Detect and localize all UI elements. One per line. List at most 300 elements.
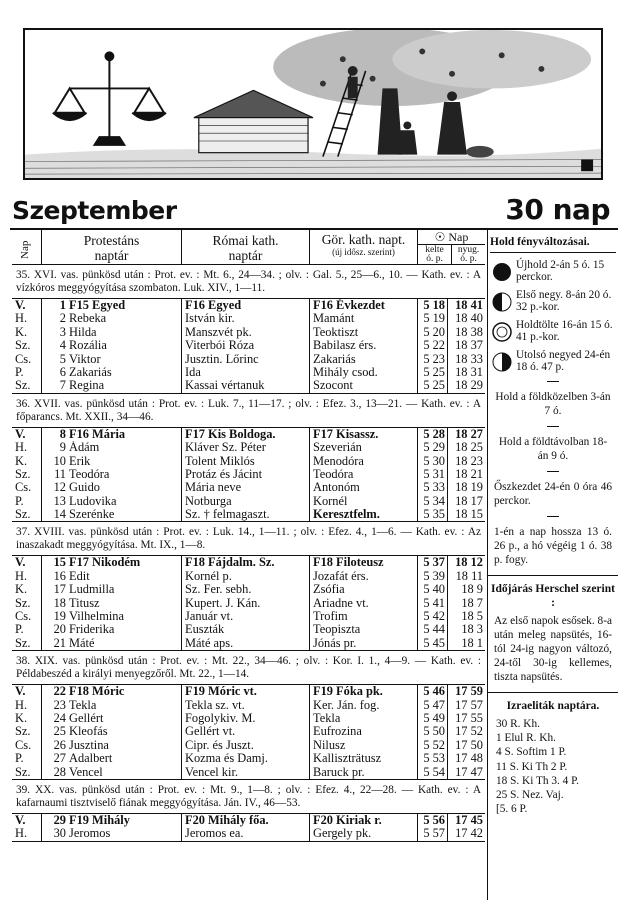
sunrise-cell: 5 23	[418, 353, 448, 366]
roman-cell: Viterbói Róza	[182, 339, 310, 352]
weekday-cell: V.	[12, 556, 42, 569]
table-row	[12, 556, 485, 569]
table-row	[12, 495, 485, 508]
day-number: 18	[53, 596, 66, 610]
greek-cell: Teoktiszt	[310, 326, 418, 339]
protestant-name: Hilda	[69, 325, 97, 339]
weekday-cell: K.	[12, 583, 42, 596]
header-nyug: nyug.	[457, 245, 480, 255]
day-number: 3	[59, 325, 66, 339]
sunrise-cell: 5 44	[418, 623, 448, 636]
moon-phase-text: Utolsó negyed 24-én 18 ó. 47 p.	[516, 349, 611, 373]
week-block	[12, 299, 485, 394]
sunrise-cell: 5 34	[418, 495, 448, 508]
weekday-cell: H.	[12, 312, 42, 325]
apogee-text: Hold a földtávolban 18-án 9 ó.	[498, 436, 608, 462]
roman-cell: István kir.	[182, 312, 310, 325]
day-number: 2	[59, 312, 66, 326]
header-gor-line2: (új idősz. szerint)	[332, 247, 395, 257]
week-block	[12, 685, 485, 780]
protestant-name: Vencel	[69, 765, 103, 779]
protestant-cell	[42, 739, 182, 752]
sunrise-cell: 5 47	[418, 699, 448, 712]
day-number: 15	[53, 556, 66, 570]
sunrise-cell: 5 22	[418, 339, 448, 352]
protestant-name: Rebeka	[69, 312, 107, 326]
sunset-cell: 17 47	[455, 765, 483, 779]
table-row	[12, 570, 485, 583]
sunset-cell: 17 59	[455, 685, 483, 699]
sunrise-cell: 5 29	[418, 441, 448, 454]
protestant-cell	[42, 366, 182, 379]
sunset-cell: 18 15	[455, 508, 483, 522]
day-number: 16	[53, 569, 66, 583]
weekday-cell: Sz.	[12, 597, 42, 610]
greek-cell: Antonóm	[310, 481, 418, 494]
protestant-name: Zakariás	[69, 365, 112, 379]
table-row	[12, 455, 485, 468]
separator	[547, 471, 559, 472]
weekday-cell: K.	[12, 455, 42, 468]
greek-cell: Ariadne vt.	[310, 597, 418, 610]
roman-cell: Mária neve	[182, 481, 310, 494]
greek-cell: Babilasz érs.	[310, 339, 418, 352]
roman-cell: Gellért vt.	[182, 725, 310, 738]
protestant-cell	[42, 326, 182, 339]
greek-cell: Trofim	[310, 610, 418, 623]
protestant-name: Szerénke	[69, 508, 115, 522]
moon-phase-text: Első negy. 8-án 20 ó. 32 p.-kor.	[516, 289, 612, 313]
sunset-cell: 18 7	[461, 596, 483, 610]
roman-cell: F19 Móric vt.	[182, 685, 310, 698]
protestant-name: Tekla	[69, 698, 97, 712]
greek-cell: Menodóra	[310, 455, 418, 468]
greek-cell: Tekla	[310, 712, 418, 725]
moon-phase-item	[488, 259, 618, 283]
jewish-calendar-entry: 18 S. Ki Th 3. 4 P.	[496, 774, 579, 787]
full-moon-icon	[492, 322, 512, 342]
weekday-cell: Cs.	[12, 610, 42, 623]
week-note: 35. XVI. vas. pünkösd után : Prot. ev. : Mt. 6., 24—34. ; olv. : Gal. 5., 25—6., 10. — Kath. ev. : A vízkóros meggyógyítása szombaton. Luk. XIV., 1—11.	[12, 265, 485, 299]
day-number: 21	[53, 636, 66, 650]
sunset-cell: 18 3	[461, 623, 483, 637]
roman-cell: Kupert. J. Kán.	[182, 597, 310, 610]
week-note: 37. XVIII. vas. pünkösd után : Prot. ev. : Luk. 14., 1—11. ; olv. : Efez. 4., 1—6. — Kath. ev. : Az inaszakadt meggyógyítása. Mt. IX., 1—8.	[12, 522, 485, 556]
protestant-name: Viktor	[69, 352, 101, 366]
greek-cell: Zakariás	[310, 353, 418, 366]
sunrise-cell: 5 37	[418, 556, 448, 569]
protestant-cell	[42, 556, 182, 569]
protestant-cell	[42, 299, 182, 312]
moon-phases	[488, 259, 618, 373]
day-number: 17	[53, 583, 66, 597]
protestant-name: Rozália	[69, 339, 107, 353]
weekday-cell: H.	[12, 827, 42, 840]
sunset-cell: 17 55	[455, 711, 483, 725]
weekday-cell: P.	[12, 752, 42, 765]
sunset-cell: 18 9	[461, 583, 483, 597]
roman-cell: Tekla sz. vt.	[182, 699, 310, 712]
header-rom-line1: Római kath.	[212, 233, 279, 248]
sunrise-cell: 5 52	[418, 739, 448, 752]
header-prot-line1: Protestáns	[83, 233, 140, 248]
side-column	[487, 230, 618, 900]
greek-cell: Jozafát érs.	[310, 570, 418, 583]
table-row	[12, 637, 485, 650]
day-number: 22	[53, 685, 66, 699]
weekday-cell: H.	[12, 570, 42, 583]
table-row	[12, 623, 485, 636]
protestant-name: Ludmilla	[69, 583, 115, 597]
day-number: 27	[53, 752, 66, 766]
weekday-cell: V.	[12, 685, 42, 698]
moon-title: Hold fényváltozásai.	[490, 230, 616, 253]
table-row	[12, 508, 485, 521]
jewish-calendar-entry: 30 R. Kh.	[496, 718, 540, 730]
sunrise-cell: 5 45	[418, 637, 448, 650]
weekday-cell: Cs.	[12, 739, 42, 752]
sunset-cell: 18 11	[455, 569, 483, 583]
greek-cell: Teodóra	[310, 468, 418, 481]
jewish-calendar-entry: 4 S. Softim 1 P.	[496, 746, 567, 759]
table-row	[12, 353, 485, 366]
table-row	[12, 827, 485, 840]
roman-cell: Január vt.	[182, 610, 310, 623]
header-nap-label: Nap	[19, 240, 31, 259]
greek-cell: Mamánt	[310, 312, 418, 325]
protestant-name: Ludovika	[69, 494, 117, 508]
greek-cell: F18 Filoteusz	[310, 556, 418, 569]
table-row	[12, 685, 485, 698]
week-block	[12, 814, 485, 842]
protestant-name: Teodóra	[69, 467, 110, 481]
day-number: 29	[53, 813, 66, 827]
weekday-cell: P.	[12, 366, 42, 379]
protestant-cell	[42, 623, 182, 636]
protestant-cell	[42, 468, 182, 481]
weekday-cell: K.	[12, 326, 42, 339]
roman-cell: Notburga	[182, 495, 310, 508]
weekday-cell: Sz.	[12, 379, 42, 392]
roman-cell: F16 Egyed	[182, 299, 310, 312]
protestant-name: F15 Egyed	[69, 299, 126, 312]
weekday-cell: P.	[12, 623, 42, 636]
sunset-cell: 18 23	[455, 454, 483, 468]
table-row	[12, 725, 485, 738]
weekday-cell: Sz.	[12, 725, 42, 738]
table-row	[12, 752, 485, 765]
greek-cell: F16 Évkezdet	[310, 299, 418, 312]
day-number: 1	[59, 299, 66, 312]
sunset-cell: 17 57	[455, 698, 483, 712]
sunrise-cell: 5 49	[418, 712, 448, 725]
table-row	[12, 597, 485, 610]
greek-cell: Eufrozina	[310, 725, 418, 738]
greek-cell: Gergely pk.	[310, 827, 418, 840]
protestant-cell	[42, 353, 182, 366]
header-illustration	[23, 28, 603, 180]
weekday-cell: H.	[12, 699, 42, 712]
sunrise-cell: 5 33	[418, 481, 448, 494]
sunrise-cell: 5 31	[418, 468, 448, 481]
greek-cell: Zsófia	[310, 583, 418, 596]
day-number: 20	[53, 623, 66, 637]
greek-cell: F19 Fóka pk.	[310, 685, 418, 698]
table-row	[12, 379, 485, 392]
greek-cell: F20 Kiriak r.	[310, 814, 418, 827]
table-row	[12, 583, 485, 596]
protestant-name: F16 Mária	[69, 427, 126, 441]
protestant-cell	[42, 508, 182, 521]
day-number: 8	[59, 427, 66, 441]
separator	[547, 426, 559, 427]
table-row	[12, 326, 485, 339]
sunset-cell: 18 21	[455, 467, 483, 481]
roman-cell: Protáz és Jácint	[182, 468, 310, 481]
day-number: 11	[54, 467, 66, 481]
day-number: 30	[53, 827, 66, 841]
sunrise-cell: 5 20	[418, 326, 448, 339]
protestant-cell	[42, 312, 182, 325]
sunset-cell: 18 40	[455, 312, 483, 326]
sunset-cell: 18 41	[455, 299, 483, 312]
separator	[547, 381, 559, 382]
sunset-cell: 18 5	[461, 610, 483, 624]
last-quarter-icon	[492, 352, 512, 372]
protestant-name: Edit	[69, 569, 90, 583]
day-number: 23	[53, 698, 66, 712]
greek-cell: Baruck pr.	[310, 766, 418, 779]
day-number: 6	[59, 365, 66, 379]
sunset-cell: 18 19	[455, 481, 483, 495]
sunrise-cell: 5 25	[418, 366, 448, 379]
table-row	[12, 712, 485, 725]
header-prot-line2: naptár	[94, 248, 129, 263]
day-number: 5	[59, 352, 66, 366]
header-gor-line1: Gör. kath. napt.	[321, 232, 406, 247]
weekday-cell: Cs.	[12, 353, 42, 366]
roman-cell: Kozma és Damj.	[182, 752, 310, 765]
week-note: 38. XIX. vas. pünkösd után : Prot. ev. : Mt. 22., 34—46. ; olv. : Kor. I. 1., 4—9. — Kath. ev. : Példabeszéd a királyi menyegzőről. Mt. 22., 1—14.	[12, 651, 485, 685]
weather-text: Az első napok esősek. 8-a után meleg napsütés, 16-tól 24-ig nagyon változó, 24-től 30-ig kellemes, tiszta napsütés.	[494, 615, 612, 683]
sunrise-cell: 5 56	[418, 814, 448, 827]
moon-phase-text: Újhold 2-án 5 ó. 15 perckor.	[516, 259, 605, 283]
sunset-cell: 17 52	[455, 725, 483, 739]
greek-cell: Szocont	[310, 379, 418, 392]
protestant-name: Gellért	[69, 711, 104, 725]
week-note: 39. XX. vas. pünkösd után : Prot. ev. : Mt. 9., 1—8. ; olv. : Efez. 4., 22—28. — Kath. ev. : A kafarnaumi tisztviselő fiának meggyógyítása. Ján. IV., 46—53.	[12, 780, 485, 814]
sunset-cell: 18 29	[455, 379, 483, 393]
protestant-cell	[42, 495, 182, 508]
week-note: 36. XVII. vas. pünkösd után : Prot. ev. : Luk. 7., 11—17. ; olv. : Efez. 3., 13—21. — Kath. ev. : A főparancs. Mt. XXII., 34—46.	[12, 394, 485, 428]
protestant-name: Friderika	[69, 623, 115, 637]
sunrise-cell: 5 39	[418, 570, 448, 583]
day-number: 25	[53, 725, 66, 739]
header-kelte-unit: ó. p.	[426, 254, 443, 264]
table-row	[12, 610, 485, 623]
moon-phase-item	[488, 289, 618, 313]
sunset-cell: 18 1	[461, 636, 483, 650]
protestant-cell	[42, 570, 182, 583]
protestant-cell	[42, 712, 182, 725]
protestant-name: F19 Mihály	[69, 813, 130, 827]
roman-cell: Fogolykiv. M.	[182, 712, 310, 725]
jewish-calendar-entry: [5. 6 P.	[496, 803, 528, 816]
weekday-cell: P.	[12, 495, 42, 508]
protestant-name: Guido	[69, 481, 100, 495]
roman-cell: Euszták	[182, 623, 310, 636]
roman-cell: F18 Fájdalm. Sz.	[182, 556, 310, 569]
rule	[488, 692, 618, 693]
protestant-name: Jeromos	[69, 827, 111, 841]
sunset-cell: 18 33	[455, 352, 483, 366]
roman-cell: Cipr. és Juszt.	[182, 739, 310, 752]
weekday-cell: K.	[12, 712, 42, 725]
roman-cell: Kassai vértanuk	[182, 379, 310, 392]
greek-cell: Teopiszta	[310, 623, 418, 636]
moon-phase-text: Holdtölte 16-án 15 ó. 41 p.-kor.	[516, 319, 613, 343]
weekday-cell: V.	[12, 814, 42, 827]
roman-cell: Vencel kir.	[182, 766, 310, 779]
sunrise-cell: 5 46	[418, 685, 448, 698]
weekday-cell: Sz.	[12, 339, 42, 352]
table-row	[12, 312, 485, 325]
sunrise-cell: 5 50	[418, 725, 448, 738]
roman-cell: Sz. Fer. sebh.	[182, 583, 310, 596]
sunrise-cell: 5 41	[418, 597, 448, 610]
week-block	[12, 428, 485, 523]
table-row	[12, 441, 485, 454]
table-row	[12, 468, 485, 481]
perigee-text: Hold a földközelben 3-án 7 ó.	[495, 391, 611, 417]
header-sun-title	[418, 230, 485, 245]
protestant-cell	[42, 339, 182, 352]
separator	[547, 516, 559, 517]
protestant-cell	[42, 827, 182, 840]
protestant-name: Adalbert	[69, 752, 113, 766]
table-row	[12, 699, 485, 712]
sunset-cell: 18 27	[455, 427, 483, 441]
roman-cell: Jeromos ea.	[182, 827, 310, 840]
greek-cell: Ker. Ján. fog.	[310, 699, 418, 712]
protestant-name: Erik	[69, 454, 91, 468]
roman-cell: Tolent Miklós	[182, 455, 310, 468]
protestant-cell	[42, 428, 182, 441]
jewish-calendar-title: Izraeliták naptára.	[506, 700, 600, 712]
protestant-cell	[42, 583, 182, 596]
greek-cell: Mihály csod.	[310, 366, 418, 379]
sun-icon: ☉	[434, 230, 446, 244]
daylength-text: 1-én a nap hossza 13 ó. 26 p., a hó végéig 1 ó. 38 p. fogy.	[494, 526, 612, 566]
header-sun-label: Nap	[448, 230, 469, 244]
day-number: 4	[59, 339, 66, 353]
header-sunrise	[418, 245, 452, 264]
jewish-calendar-list	[488, 717, 618, 816]
protestant-name: Jusztina	[69, 738, 109, 752]
protestant-cell	[42, 752, 182, 765]
protestant-cell	[42, 699, 182, 712]
table-row	[12, 766, 485, 779]
roman-cell: F17 Kis Boldogа.	[182, 428, 310, 441]
table-row	[12, 339, 485, 352]
greek-cell: F17 Kisassz.	[310, 428, 418, 441]
jewish-calendar-entry: 25 S. Nez. Vaj.	[496, 789, 564, 802]
sunset-cell: 18 12	[455, 556, 483, 570]
roman-cell: Máté aps.	[182, 637, 310, 650]
harvest-illustration	[25, 30, 601, 178]
weekday-cell: Sz.	[12, 508, 42, 521]
day-number: 7	[59, 379, 66, 393]
protestant-cell	[42, 725, 182, 738]
weekday-cell: Sz.	[12, 766, 42, 779]
header-rom-line2: naptár	[228, 248, 263, 263]
protestant-name: F17 Nikodém	[69, 556, 141, 570]
sunset-cell: 17 42	[455, 827, 483, 841]
day-number: 24	[53, 711, 66, 725]
protestant-name: Kleofás	[69, 725, 108, 739]
roman-cell: F20 Mihály főa.	[182, 814, 310, 827]
table-row	[12, 481, 485, 494]
sunset-cell: 18 37	[455, 339, 483, 353]
sunset-cell: 17 48	[455, 752, 483, 766]
table-row	[12, 366, 485, 379]
protestant-name: Regina	[69, 379, 105, 393]
protestant-cell	[42, 455, 182, 468]
sunrise-cell: 5 57	[418, 827, 448, 840]
protestant-cell	[42, 441, 182, 454]
sunrise-cell: 5 28	[418, 428, 448, 441]
day-number: 19	[53, 610, 66, 624]
protestant-cell	[42, 685, 182, 698]
calendar-table	[12, 230, 485, 842]
day-number: 9	[59, 441, 66, 455]
sunrise-cell: 5 35	[418, 508, 448, 521]
moon-phase-item	[488, 349, 618, 373]
day-number: 26	[53, 738, 66, 752]
day-number: 12	[53, 481, 66, 495]
weekday-cell: Sz.	[12, 637, 42, 650]
autumn-text: Őszkezdet 24-én 0 óra 46 perckor.	[494, 481, 612, 507]
roman-cell: Ida	[182, 366, 310, 379]
greek-cell: Kornél	[310, 495, 418, 508]
moon-phase-item	[488, 319, 618, 343]
sunset-cell: 17 50	[455, 738, 483, 752]
sunset-cell: 18 17	[455, 494, 483, 508]
weekday-cell: Sz.	[12, 468, 42, 481]
protestant-cell	[42, 814, 182, 827]
header-nyug-unit: ó. p.	[460, 254, 477, 264]
table-row	[12, 299, 485, 312]
protestant-cell	[42, 597, 182, 610]
protestant-cell	[42, 637, 182, 650]
first-quarter-icon	[492, 292, 512, 312]
table-row	[12, 739, 485, 752]
sunset-cell: 17 45	[455, 813, 483, 827]
sunset-cell: 18 38	[455, 325, 483, 339]
weekday-cell: V.	[12, 428, 42, 441]
month-title: Szeptember	[12, 196, 177, 225]
header-sunset	[452, 245, 485, 264]
day-number: 28	[53, 765, 66, 779]
protestant-name: Ádám	[69, 441, 100, 455]
sunrise-cell: 5 25	[418, 379, 448, 392]
sunrise-cell: 5 30	[418, 455, 448, 468]
roman-cell: Kornél p.	[182, 570, 310, 583]
protestant-cell	[42, 766, 182, 779]
weeks-container	[12, 265, 485, 842]
greek-cell: Nilusz	[310, 739, 418, 752]
protestant-name: F18 Móric	[69, 685, 125, 699]
